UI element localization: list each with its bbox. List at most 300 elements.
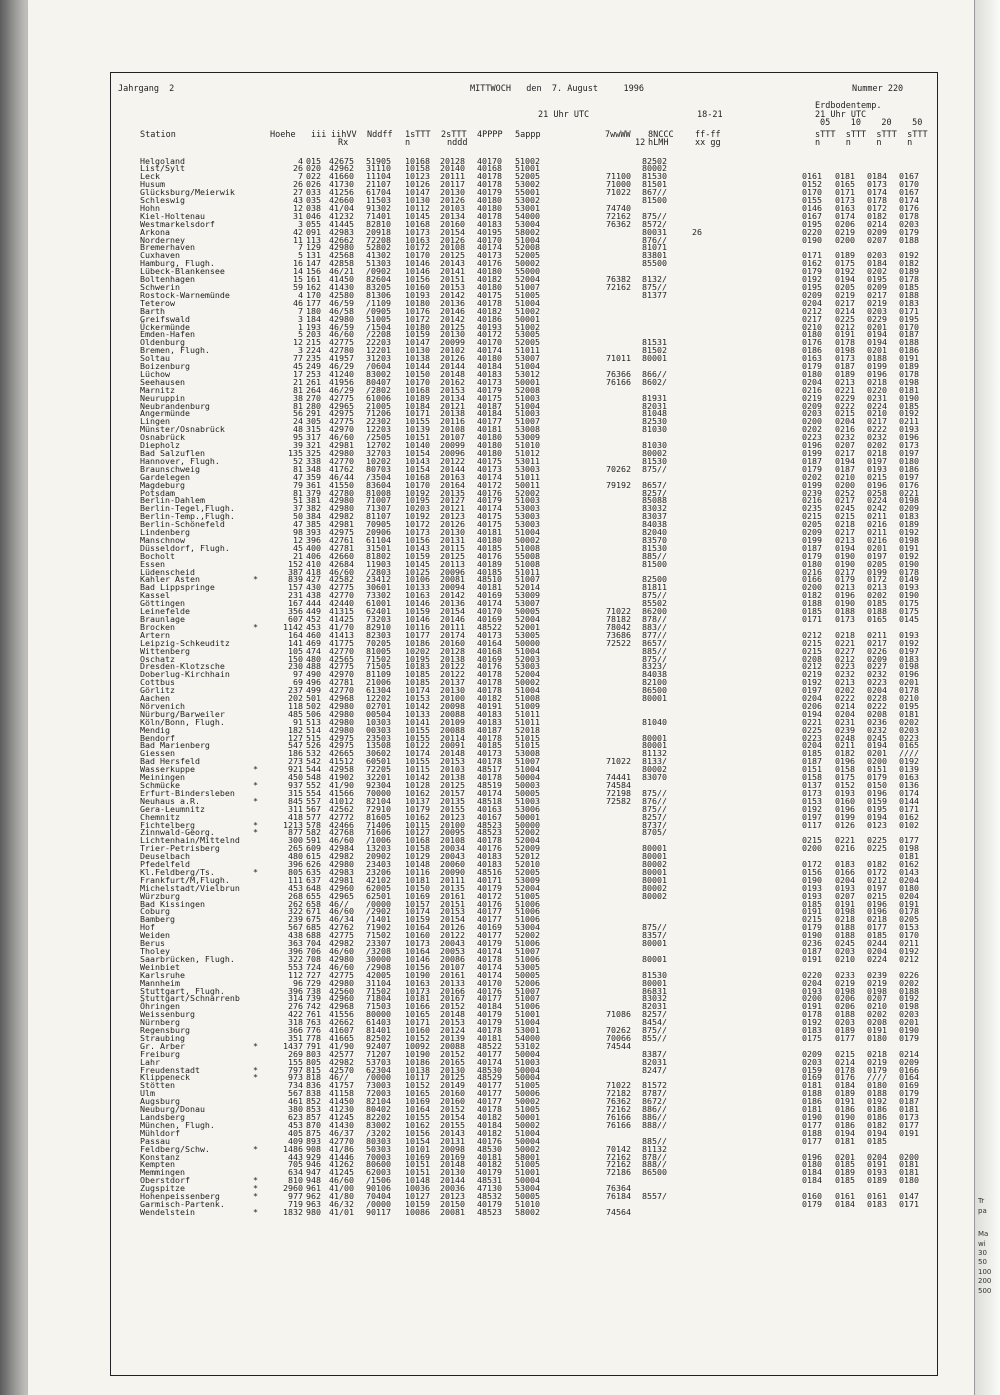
- soil-50: 0102: [899, 819, 919, 830]
- iihvv: 42983: [329, 866, 354, 877]
- hoehe: 14: [293, 266, 303, 277]
- soil-10: 0160: [835, 795, 855, 806]
- 1sttt: 10151: [405, 1159, 430, 1170]
- soil-20: 0207: [867, 993, 887, 1004]
- 2sttt: 20088: [440, 1040, 465, 1051]
- soil-05: 0219: [802, 669, 822, 680]
- nddff: 61704: [366, 187, 391, 198]
- 5appp: 50002: [515, 1119, 540, 1130]
- soil-10: 0189: [835, 1167, 855, 1178]
- soil-05: 0179: [802, 1198, 822, 1209]
- 1sttt: 10169: [405, 890, 430, 901]
- 1sttt: 10189: [405, 392, 430, 403]
- soil-50: 0174: [899, 787, 919, 798]
- col-1sttt: 1sTTT: [405, 130, 431, 140]
- 8nccc: 83032: [642, 993, 667, 1004]
- soil-50: 0171: [899, 803, 919, 814]
- 2sttt: 20153: [440, 1017, 465, 1028]
- col-iii: iii: [311, 130, 327, 140]
- nddff: /3208: [366, 946, 391, 956]
- 1sttt: 10162: [405, 811, 430, 822]
- soil-10: 0175: [835, 258, 855, 269]
- soil-05: 0204: [802, 297, 822, 308]
- iihvv: 42662: [329, 1017, 354, 1028]
- mountain-mark: *: [253, 1040, 258, 1051]
- nddff: 31104: [366, 977, 391, 988]
- soil-10: 0178: [835, 337, 855, 348]
- soil-50: 0171: [899, 305, 919, 316]
- nddff: 23503: [366, 732, 391, 743]
- iii: 615: [306, 851, 321, 862]
- 8nccc: 866//: [642, 368, 667, 379]
- iii: 658: [306, 898, 321, 909]
- iii: 315: [306, 424, 321, 435]
- soil-50: 0175: [899, 598, 919, 609]
- station-name: Westmarkelsdorf: [140, 218, 215, 229]
- hoehe: 276: [288, 1001, 303, 1012]
- hoehe: 4: [298, 155, 303, 166]
- 2sttt: 20103: [440, 202, 465, 213]
- 5appp: 50001: [515, 811, 540, 822]
- iihvv: 41775: [329, 637, 354, 648]
- 2sttt: 20108: [440, 835, 465, 846]
- soil-10: 0196: [835, 803, 855, 814]
- soil-50: 0175: [899, 606, 919, 617]
- nddff: 53703: [366, 1056, 391, 1067]
- 2sttt: 20123: [440, 811, 465, 822]
- 5appp: 50004: [515, 1175, 540, 1186]
- hoehe: 623: [288, 1112, 303, 1122]
- soil-20: 0245: [867, 732, 887, 743]
- iii: 727: [306, 969, 321, 980]
- 8nccc: 886//: [642, 1112, 667, 1122]
- hoehe: 81: [293, 400, 303, 411]
- soil-05: 0156: [802, 866, 822, 877]
- soil-10: 0163: [835, 202, 855, 213]
- soil-05: 0212: [802, 661, 822, 672]
- iihvv: 46//: [329, 1072, 349, 1083]
- soil-10: 0219: [835, 977, 855, 988]
- 1sttt: 10171: [405, 1017, 430, 1028]
- 8nccc: 84038: [642, 519, 667, 530]
- 8nccc: 8357/: [642, 930, 667, 941]
- 1sttt: 10129: [405, 851, 430, 862]
- 1sttt: 10137: [405, 795, 430, 806]
- 4pppp: 40163: [477, 803, 502, 814]
- 8nccc: 877//: [642, 629, 667, 640]
- nddff: 62401: [366, 606, 391, 617]
- 4pppp: 40181: [477, 1032, 502, 1043]
- iii: 791: [306, 1040, 321, 1051]
- 2sttt: 20161: [440, 969, 465, 980]
- col-depths: 05 10 20 50: [820, 118, 923, 128]
- iihvv: 42980: [329, 313, 354, 324]
- soil-20: 0228: [867, 693, 887, 704]
- 1sttt: 10203: [405, 503, 430, 514]
- soil-50: 0183: [899, 511, 919, 522]
- 5appp: 51006: [515, 914, 540, 925]
- iihvv: 42981: [329, 519, 354, 530]
- 5appp: 51008: [515, 542, 540, 553]
- station-name: Erfurt-Bindersleben: [140, 787, 235, 798]
- 5appp: 52012: [515, 851, 540, 862]
- 2sttt: 20136: [440, 297, 465, 308]
- 5appp: 52009: [515, 843, 540, 854]
- 4pppp: 40189: [477, 558, 502, 569]
- 8nccc: 81501: [642, 179, 667, 190]
- iii: 203: [306, 329, 321, 340]
- 5appp: 51003: [515, 1056, 540, 1067]
- 4pppp: 48532: [477, 1191, 502, 1202]
- iihvv: 42970: [329, 669, 354, 680]
- soil-05: 0190: [802, 930, 822, 941]
- soil-20: 0202: [867, 1009, 887, 1020]
- table-row: [0, 1206, 1000, 1217]
- nddff: 51005: [366, 313, 391, 324]
- nddff: 82910: [366, 621, 391, 632]
- soil-50: 0185: [899, 281, 919, 292]
- nddff: 83002: [366, 1119, 391, 1130]
- iihvv: 41/04: [329, 202, 354, 213]
- hoehe: 363: [288, 938, 303, 949]
- iihvv: 42780: [329, 345, 354, 356]
- soil-10: 0198: [835, 345, 855, 356]
- 2sttt: 20148: [440, 368, 465, 379]
- nddff: 30602: [366, 748, 391, 759]
- soil-50: 0192: [899, 550, 919, 561]
- 4pppp: 48523: [477, 1206, 502, 1217]
- iihvv: 46/60: [329, 432, 354, 443]
- iihvv: 41158: [329, 1088, 354, 1099]
- soil-10: 0189: [835, 250, 855, 261]
- station-name: Leinefelde: [140, 606, 190, 617]
- iihvv: 41430: [329, 281, 354, 292]
- hoehe: 409: [288, 1135, 303, 1146]
- soil-50: 0193: [899, 424, 919, 435]
- hoehe: 112: [288, 969, 303, 980]
- iihvv: 41230: [329, 1104, 354, 1115]
- iii: 418: [306, 566, 321, 577]
- station-name: Meiningen: [140, 772, 185, 783]
- station-name: Neuhaus a.R.: [140, 795, 200, 806]
- 8nccc: 80001: [642, 843, 667, 854]
- 4pppp: 40177: [477, 1048, 502, 1059]
- iihvv: 41245: [329, 1112, 354, 1122]
- station-name: Gr. Arber: [140, 1040, 185, 1051]
- 1sttt: 10112: [405, 202, 430, 213]
- soil-05: 0186: [802, 1096, 822, 1107]
- iii: 838: [306, 1088, 321, 1099]
- iihvv: 42975: [329, 740, 354, 751]
- soil-10: 0185: [835, 1159, 855, 1170]
- soil-05: 0180: [802, 329, 822, 340]
- soil-20: 0232: [867, 669, 887, 680]
- 5appp: 52010: [515, 859, 540, 870]
- 5appp: 52006: [515, 977, 540, 988]
- 1sttt: 10192: [405, 511, 430, 522]
- station-name: Dresden-Klotzsche: [140, 661, 225, 672]
- 1sttt: 10168: [405, 218, 430, 229]
- hoehe: 26: [293, 179, 303, 190]
- soil-50: 0178: [899, 210, 919, 221]
- 1sttt: 10146: [405, 266, 430, 277]
- 8nccc: 875//: [642, 803, 667, 814]
- soil-05: 0162: [802, 258, 822, 269]
- 7wwww: 71022: [606, 187, 631, 198]
- station-name: Osnabrück: [140, 432, 185, 443]
- soil-05: 0204: [802, 376, 822, 387]
- 2sttt: 20095: [440, 827, 465, 838]
- 4pppp: 40178: [477, 1104, 502, 1115]
- iii: 805: [306, 1056, 321, 1067]
- station-name: Bad Salzuflen: [140, 447, 205, 458]
- soil-10: 0217: [835, 495, 855, 506]
- iii: 361: [306, 479, 321, 490]
- soil-20: 0229: [867, 313, 887, 324]
- 8nccc: 81500: [642, 195, 667, 206]
- 4pppp: 40178: [477, 210, 502, 221]
- soil-10: 0203: [835, 946, 855, 956]
- iihvv: 41/90: [329, 1040, 354, 1051]
- soil-20: 0192: [867, 1096, 887, 1107]
- soil-10: 0193: [835, 882, 855, 893]
- soil-50: 0163: [899, 772, 919, 783]
- iii: 305: [306, 416, 321, 427]
- 4pppp: 40177: [477, 1088, 502, 1099]
- col-ffff: ff-ff: [695, 130, 721, 140]
- 7wwww: 71011: [606, 353, 631, 364]
- 4pppp: 40172: [477, 890, 502, 901]
- 2sttt: 20090: [440, 866, 465, 877]
- soil-10: 0225: [835, 313, 855, 324]
- 1sttt: 10133: [405, 582, 430, 593]
- station-name: Doberlug-Kirchhain: [140, 669, 230, 680]
- nddff: 51905: [366, 155, 391, 166]
- hoehe: 1213: [283, 819, 303, 830]
- nddff: 23412: [366, 574, 391, 585]
- soil-50: 0179: [899, 1032, 919, 1043]
- soil-05: 0215: [802, 511, 822, 522]
- soil-10: 0189: [835, 1025, 855, 1036]
- 4pppp: 40178: [477, 669, 502, 680]
- 5appp: 51005: [515, 289, 540, 300]
- iihvv: 42775: [329, 930, 354, 941]
- nddff: 10202: [366, 455, 391, 466]
- 2sttt: 20043: [440, 938, 465, 949]
- 2sttt: 20130: [440, 1167, 465, 1178]
- nddff: 70905: [366, 519, 391, 530]
- hoehe: 37: [293, 503, 303, 514]
- station-name: Lüdenscheid: [140, 566, 195, 577]
- soil-05: 0200: [802, 582, 822, 593]
- 4pppp: 40181: [477, 527, 502, 538]
- 5appp: 51005: [515, 1159, 540, 1170]
- iii: 742: [306, 1001, 321, 1012]
- iihvv: 46/59: [329, 297, 354, 308]
- 5appp: 53003: [515, 503, 540, 514]
- 8nccc: 80001: [642, 732, 667, 743]
- hoehe: 77: [293, 353, 303, 364]
- 7wwww: 72582: [606, 795, 631, 806]
- 4pppp: 40183: [477, 218, 502, 229]
- iihvv: 42660: [329, 550, 354, 561]
- hoehe: 387: [288, 566, 303, 577]
- 4pppp: 48530: [477, 1143, 502, 1154]
- nddff: 61006: [366, 392, 391, 403]
- iii: 554: [306, 787, 321, 798]
- 1sttt: 10148: [405, 1175, 430, 1186]
- nddff: 42102: [366, 874, 391, 885]
- soil-50: 0221: [899, 487, 919, 498]
- hoehe: 1142: [283, 621, 303, 632]
- iii: 170: [306, 289, 321, 300]
- iihvv: 42960: [329, 993, 354, 1004]
- station-name: Lingen: [140, 416, 170, 427]
- iii: 708: [306, 953, 321, 964]
- nddff: 61304: [366, 685, 391, 696]
- soil-50: 0198: [899, 495, 919, 506]
- 2sttt: 20043: [440, 851, 465, 862]
- 1sttt: 10179: [405, 803, 430, 814]
- 1sttt: 10145: [405, 558, 430, 569]
- station-name: Leck: [140, 171, 160, 182]
- ff-ff: 26: [692, 226, 702, 237]
- iihvv: 42662: [329, 234, 354, 245]
- soil-10: 0207: [835, 440, 855, 451]
- soil-10: 0223: [835, 661, 855, 672]
- nddff: /2802: [366, 384, 391, 395]
- 1sttt: 10164: [405, 922, 430, 933]
- 2sttt: 20154: [440, 226, 465, 237]
- station-name: Glücksburg/Meierwik: [140, 187, 235, 198]
- iihvv: 42570: [329, 1064, 354, 1075]
- iii: 852: [306, 1096, 321, 1107]
- 8nccc: 81500: [642, 558, 667, 569]
- 5appp: 52014: [515, 582, 540, 593]
- hoehe: 366: [288, 1025, 303, 1036]
- 1sttt: 10168: [405, 384, 430, 395]
- mountain-mark: *: [253, 1191, 258, 1202]
- iihvv: 42975: [329, 527, 354, 538]
- iii: 033: [306, 187, 321, 198]
- iii: 359: [306, 471, 321, 482]
- hoehe: 15: [293, 274, 303, 285]
- soil-10: 0204: [835, 708, 855, 719]
- 5appp: 51006: [515, 953, 540, 964]
- 1sttt: 10163: [405, 977, 430, 988]
- station-name: München, Flugh.: [140, 1119, 215, 1130]
- 5appp: 54000: [515, 1032, 540, 1043]
- hoehe: 810: [288, 1175, 303, 1186]
- station-name: Freiburg: [140, 1048, 180, 1059]
- 5appp: 53002: [515, 195, 540, 206]
- soil-20: 0239: [867, 969, 887, 980]
- soil-20: 0224: [867, 400, 887, 411]
- 1sttt: 10180: [405, 297, 430, 308]
- iii: 963: [306, 1198, 321, 1209]
- 2sttt: 20138: [440, 408, 465, 419]
- iihvv: 42440: [329, 598, 354, 609]
- soil-50: 0201: [899, 1017, 919, 1028]
- iii: 400: [306, 542, 321, 553]
- 5appp: 50002: [515, 677, 540, 688]
- station-name: Weissenburg: [140, 1009, 195, 1020]
- 2sttt: 20100: [440, 693, 465, 704]
- soil-10: 0171: [835, 187, 855, 198]
- station-name: Leipzig-Schkeuditz: [140, 637, 230, 648]
- 4pppp: 48523: [477, 827, 502, 838]
- soil-10: 0173: [835, 613, 855, 624]
- soil-50: 0167: [899, 171, 919, 182]
- 2sttt: 20126: [440, 234, 465, 245]
- 4pppp: 40183: [477, 368, 502, 379]
- soil-05: 0219: [802, 392, 822, 403]
- iii: 264: [306, 384, 321, 395]
- hoehe: 51: [293, 495, 303, 506]
- soil-10: 0196: [835, 590, 855, 601]
- 7wwww: 74584: [606, 779, 631, 790]
- nddff: 80407: [366, 376, 391, 387]
- 2sttt: 20060: [440, 859, 465, 870]
- 2sttt: 20036: [440, 1183, 465, 1194]
- soil-20: 0217: [867, 637, 887, 648]
- 5appp: 50001: [515, 313, 540, 324]
- soil-50: 0223: [899, 732, 919, 743]
- 2sttt: 20134: [440, 210, 465, 221]
- station-name: Ückermünde: [140, 321, 190, 332]
- soil-20: 0258: [867, 487, 887, 498]
- 4pppp: 40178: [477, 772, 502, 783]
- soil-20: 0179: [867, 772, 887, 783]
- soil-50: 0183: [899, 653, 919, 664]
- soil-05: 0236: [802, 938, 822, 949]
- soil-10: 0126: [835, 819, 855, 830]
- 4pppp: 40180: [477, 281, 502, 292]
- 5appp: 50004: [515, 1048, 540, 1059]
- 4pppp: 40174: [477, 345, 502, 356]
- 2sttt: 20174: [440, 629, 465, 640]
- col-xxgg: xx gg: [695, 138, 721, 148]
- 8nccc: 83037: [642, 511, 667, 522]
- soil-50: 0189: [899, 519, 919, 530]
- 2sttt: 20115: [440, 542, 465, 553]
- 1sttt: 10147: [405, 337, 430, 348]
- soil-05: 0153: [802, 795, 822, 806]
- nddff: 81605: [366, 811, 391, 822]
- soil-50: 0179: [899, 226, 919, 237]
- 5appp: 51010: [515, 1198, 540, 1209]
- soil-05: 0179: [802, 550, 822, 561]
- iihvv: 41232: [329, 210, 354, 221]
- hoehe: 396: [288, 859, 303, 870]
- iii: 022: [306, 171, 321, 182]
- 2sttt: 20121: [440, 503, 465, 514]
- nddff: 80402: [366, 1104, 391, 1115]
- 2sttt: 20144: [440, 463, 465, 474]
- 8nccc: 81071: [642, 242, 667, 253]
- iii: 020: [306, 163, 321, 174]
- nddff: 70000: [366, 787, 391, 798]
- nddff: 23403: [366, 859, 391, 870]
- 1sttt: 10143: [405, 455, 430, 466]
- 5appp: 51004: [515, 685, 540, 696]
- 2sttt: 20135: [440, 487, 465, 498]
- 5appp: 52005: [515, 171, 540, 182]
- 2sttt: 20160: [440, 218, 465, 229]
- soil-50: 0210: [899, 693, 919, 704]
- 5appp: 50000: [515, 819, 540, 830]
- 8nccc: 80002: [642, 890, 667, 901]
